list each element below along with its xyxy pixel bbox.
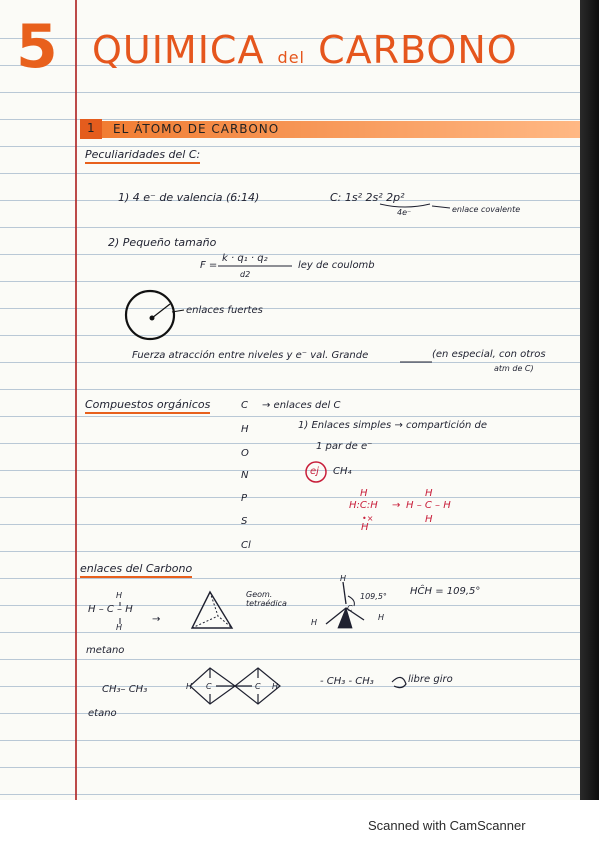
free-rotation-arrow [392, 677, 406, 687]
angle-equation: HĈH = 109,5° [410, 586, 481, 597]
ethane-c-right: C [255, 682, 261, 691]
attraction-note: (en especial, con otros [432, 349, 546, 360]
chapter-number: 5 [16, 12, 58, 82]
lewis-dots-bottom: •× [362, 514, 374, 523]
element-cl: Cl [241, 540, 251, 551]
enlaces-heading: enlaces del Carbono [80, 562, 192, 578]
ethane-structure [190, 668, 280, 704]
ethane-c-left: C [206, 682, 212, 691]
coulomb-law-name: ley de coulomb [298, 260, 375, 271]
tetra-h-left: H [311, 618, 318, 627]
electron-config-note: enlace covalente [452, 205, 521, 214]
example-tag: ej [310, 466, 319, 477]
organicos-heading: Compuestos orgánicos [85, 398, 210, 414]
chapter-title-del: del [277, 48, 305, 67]
page-edge-shadow [580, 0, 599, 800]
lewis-structure: H:C:H [349, 500, 378, 511]
element-h: H [241, 424, 249, 435]
tetra-h-right: H [378, 613, 385, 622]
c-note: → enlaces del C [262, 400, 341, 411]
section-title: EL ÁTOMO DE CARBONO [113, 122, 280, 136]
geometry-label: Geom. tetraédica [246, 590, 287, 608]
methane-arrow: → [152, 614, 161, 625]
methane-h-bottom: H [116, 623, 123, 632]
coulomb-numerator: k · q₁ · q₂ [222, 253, 268, 264]
config-underline [380, 204, 430, 207]
tetra-c: C [347, 604, 353, 613]
element-o: O [241, 448, 249, 459]
tetra-h-top: H [340, 574, 347, 583]
methane-label: metano [86, 645, 125, 656]
example-formula: CH₄ [333, 466, 352, 477]
tetrahedral-structure [326, 582, 364, 628]
lewis-h-bottom: H [361, 522, 369, 533]
bond-angle: 109,5° [360, 592, 387, 601]
structural-formula: H – C – H [406, 500, 451, 511]
attraction-text: Fuerza atracción entre niveles y e⁻ val. Grande [132, 350, 369, 361]
h-note: 1) Enlaces simples → compartición de [298, 420, 488, 431]
electron-config: C: 1s² 2s² 2p² [330, 191, 405, 204]
atom-circle [126, 291, 174, 339]
element-n: N [241, 470, 249, 481]
ethane-h-left: H [186, 682, 193, 691]
size-item: 2) Pequeño tamaño [108, 236, 217, 249]
example-circle [306, 462, 326, 482]
structural-h-bottom: H [425, 514, 433, 525]
electron-config-sub: 4e⁻ [397, 208, 412, 217]
strong-bonds-label: enlaces fuertes [186, 305, 263, 316]
section-number: 1 [87, 121, 95, 135]
free-rotation: libre giro [408, 674, 453, 685]
tetrahedron [192, 592, 232, 628]
coulomb-lhs: F = [200, 260, 218, 271]
element-s: S [241, 516, 248, 527]
scanner-watermark: Scanned with CamScanner [368, 818, 526, 833]
config-arrow [432, 206, 450, 208]
valence-item: 1) 4 e⁻ de valencia (6:14) [118, 191, 260, 204]
element-c: C [241, 400, 248, 411]
structural-h-top: H [425, 488, 433, 499]
methane-h-top: H [116, 591, 123, 600]
atom-radius [152, 304, 170, 318]
ethane-formula: CH₃– CH₃ [102, 684, 148, 695]
lewis-arrow: → [392, 500, 401, 511]
coulomb-denominator: d2 [240, 270, 251, 279]
chapter-title-part1: QUIMICA [92, 28, 265, 72]
chapter-title-part2: CARBONO [318, 28, 518, 72]
lewis-h-top: H [360, 488, 368, 499]
attraction-note-2: atm de C) [494, 364, 534, 373]
methane-formula: H – C – H [88, 604, 133, 615]
o-note: 1 par de e⁻ [316, 441, 373, 452]
ethane-h-right: H [272, 682, 279, 691]
ethane-label: etano [88, 708, 117, 719]
ethane-chain: - CH₃ - CH₃ [320, 676, 374, 687]
element-p: P [241, 493, 248, 504]
peculiaridades-heading: Peculiaridades del C: [85, 148, 200, 164]
